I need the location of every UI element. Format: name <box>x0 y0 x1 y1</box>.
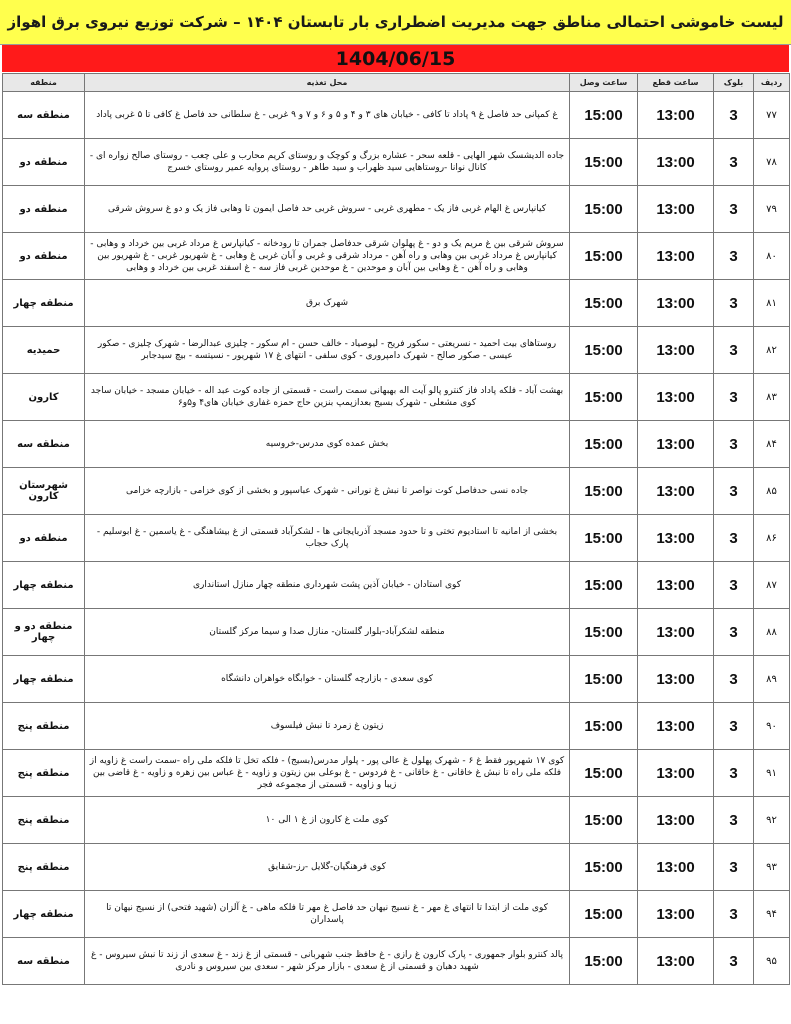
row-region: منطقه سه <box>3 938 85 985</box>
row-block: 3 <box>714 515 754 562</box>
row-index: ۸۴ <box>754 421 790 468</box>
row-region: حمیدیه <box>3 327 85 374</box>
row-block: 3 <box>714 844 754 891</box>
row-connect-time: 15:00 <box>570 562 638 609</box>
row-region: منطقه پنج <box>3 750 85 797</box>
row-connect-time: 15:00 <box>570 233 638 280</box>
row-region: منطقه پنج <box>3 703 85 750</box>
table-row <box>3 609 790 656</box>
row-region: کارون <box>3 374 85 421</box>
row-area: کوی سعدی - بازارچه گلستان - خوابگاه خواهران دانشگاه <box>85 656 570 703</box>
row-block: 3 <box>714 92 754 139</box>
row-cut-time: 13:00 <box>638 844 714 891</box>
row-connect-time: 15:00 <box>570 421 638 468</box>
table-header-row <box>3 74 790 92</box>
row-region: منطقه پنج <box>3 844 85 891</box>
row-block: 3 <box>714 797 754 844</box>
row-connect-time: 15:00 <box>570 797 638 844</box>
row-index: ۸۷ <box>754 562 790 609</box>
row-area: کوی ملت از ابتدا تا انتهای غ مهر - غ نسیج نیهان حد فاصل غ مهر تا فلکه ماهی - غ آلزان (شهید فتحی) از نسیج نیهان تا پاسداران <box>85 891 570 938</box>
table-row <box>3 468 790 515</box>
row-cut-time: 13:00 <box>638 233 714 280</box>
outage-table <box>2 73 790 985</box>
row-index: ۷۷ <box>754 92 790 139</box>
table-row <box>3 750 790 797</box>
row-index: ۸۲ <box>754 327 790 374</box>
table-row <box>3 280 790 327</box>
table-row <box>3 421 790 468</box>
row-area: کیانپارس غ الهام غربی فاز یک - مطهری غربی - سروش غربی حد فاصل ایمون تا وهابی فاز یک و دو غ سروش شرقی <box>85 186 570 233</box>
row-cut-time: 13:00 <box>638 750 714 797</box>
row-area: کوی فرهنگیان-گلایل -رز-شقایق <box>85 844 570 891</box>
row-region: منطقه چهار <box>3 280 85 327</box>
row-region: منطقه دو <box>3 139 85 186</box>
row-index: ۸۰ <box>754 233 790 280</box>
row-region: شهرستان کارون <box>3 468 85 515</box>
row-cut-time: 13:00 <box>638 280 714 327</box>
row-area: روستاهای بیت احمید - نسریعتی - سکور فریح - لیوصیاد - خالف حسن - ام سکور - چلیزی عبدالرضا - شهرک چلیزی - صکور عیسی - صکور صالح - شهرک دامپروری - کوی سلفی - انتهای غ ۱۷ شهریور - نسیتسه - بیچ سیدجابر <box>85 327 570 374</box>
row-region: منطقه چهار <box>3 891 85 938</box>
row-connect-time: 15:00 <box>570 139 638 186</box>
row-area: شهرک برق <box>85 280 570 327</box>
row-area: جاده نسی حدفاصل کوت نواصر تا نبش غ نورانی - شهرک عباسپور و بخشی از کوی خزامی - بازارچه خزامی <box>85 468 570 515</box>
row-area: منطقه لشکرآباد-بلوار گلستان- منازل صدا و سیما مرکز گلستان <box>85 609 570 656</box>
row-region: منطقه دو <box>3 186 85 233</box>
row-block: 3 <box>714 421 754 468</box>
table-row <box>3 327 790 374</box>
table-row <box>3 844 790 891</box>
row-region: منطقه چهار <box>3 562 85 609</box>
table-row <box>3 92 790 139</box>
row-connect-time: 15:00 <box>570 186 638 233</box>
row-block: 3 <box>714 327 754 374</box>
header-region: منطقه <box>3 74 85 92</box>
row-block: 3 <box>714 609 754 656</box>
row-cut-time: 13:00 <box>638 139 714 186</box>
row-region: منطقه دو <box>3 515 85 562</box>
table-row <box>3 938 790 985</box>
row-connect-time: 15:00 <box>570 656 638 703</box>
row-index: ۹۵ <box>754 938 790 985</box>
row-connect-time: 15:00 <box>570 515 638 562</box>
row-cut-time: 13:00 <box>638 327 714 374</box>
row-cut-time: 13:00 <box>638 515 714 562</box>
header-index: ردیف <box>754 74 790 92</box>
table-row <box>3 515 790 562</box>
row-block: 3 <box>714 703 754 750</box>
row-area: بخشی از امانیه تا استادیوم تختی و تا حدود مسجد آذربایجانی ها - لشکرآباد قسمتی از غ بیشاهنگی - غ یاسمین - غ ابوسلیم - پارک حجاب <box>85 515 570 562</box>
table-row <box>3 139 790 186</box>
row-block: 3 <box>714 562 754 609</box>
row-index: ۸۹ <box>754 656 790 703</box>
row-index: ۸۸ <box>754 609 790 656</box>
page-title: لیست خاموشی احتمالی مناطق جهت مدیریت اضطراری بار تابستان ۱۴۰۴ – شرکت توزیع نیروی برق اهواز <box>0 0 791 45</box>
row-area: غ کمپانی حد فاصل غ ۹ پاداد تا کافی - خیابان های ۳ و ۴ و ۵ و ۶ و ۷ و ۹ غربی - غ سلطانی حد فاصل غ کافی تا ۵ غربی پاداد <box>85 92 570 139</box>
row-index: ۹۳ <box>754 844 790 891</box>
row-index: ۸۵ <box>754 468 790 515</box>
row-region: منطقه دو و چهار <box>3 609 85 656</box>
row-cut-time: 13:00 <box>638 891 714 938</box>
row-region: منطقه چهار <box>3 656 85 703</box>
table-row <box>3 374 790 421</box>
row-area: پالد کنترو بلوار جمهوری - پارک کارون غ رازی - غ حافظ جنب شهربانی - قسمتی از غ زند - غ سعدی از زند تا نبش سیروس - غ شهید دهبان و قسمتی از غ سعدی - بازار مرکز شهر - سعدی بین سیروس و نادری <box>85 938 570 985</box>
table-row <box>3 186 790 233</box>
row-cut-time: 13:00 <box>638 562 714 609</box>
row-cut-time: 13:00 <box>638 938 714 985</box>
header-connect-time: ساعت وصل <box>570 74 638 92</box>
row-region: منطقه پنج <box>3 797 85 844</box>
row-connect-time: 15:00 <box>570 750 638 797</box>
header-area: محل تغذیه <box>85 74 570 92</box>
row-connect-time: 15:00 <box>570 327 638 374</box>
row-index: ۷۸ <box>754 139 790 186</box>
header-block: بلوک <box>714 74 754 92</box>
row-area: زیتون غ زمرد تا نبش فیلسوف <box>85 703 570 750</box>
row-area: بهشت آباد - فلکه پاداد فاز کنترو پالو آیت اله بهبهانی سمت راست - قسمتی از جاده کوت عبد اله - خیابان مسجد - خیابان ساجد کوی مشعلی - شهرک بسیج بعدازپمپ بنزین حاج حمزه غفاری خیابان های۴ و۵و۶ <box>85 374 570 421</box>
row-cut-time: 13:00 <box>638 186 714 233</box>
row-area: جاده الدیشسک شهر الهایی - قلعه سحر - عشاره بزرگ و کوچک و روستای کریم محارب و علی چعب - روستای صالح زواره ای - کانال نوانا -روستاهایی سید ظهراب و سید طاهر - روستای پروایه عمیر روستای خسرج <box>85 139 570 186</box>
row-block: 3 <box>714 374 754 421</box>
row-block: 3 <box>714 468 754 515</box>
table-row <box>3 797 790 844</box>
row-block: 3 <box>714 938 754 985</box>
row-region: منطقه سه <box>3 421 85 468</box>
row-index: ۹۰ <box>754 703 790 750</box>
row-connect-time: 15:00 <box>570 468 638 515</box>
row-region: منطقه سه <box>3 92 85 139</box>
table-row <box>3 656 790 703</box>
row-cut-time: 13:00 <box>638 797 714 844</box>
row-index: ۹۴ <box>754 891 790 938</box>
row-connect-time: 15:00 <box>570 844 638 891</box>
row-block: 3 <box>714 280 754 327</box>
row-block: 3 <box>714 891 754 938</box>
row-block: 3 <box>714 186 754 233</box>
date-banner: 1404/06/15 <box>2 45 789 72</box>
row-block: 3 <box>714 656 754 703</box>
row-connect-time: 15:00 <box>570 92 638 139</box>
table-body <box>3 92 790 985</box>
row-connect-time: 15:00 <box>570 280 638 327</box>
row-cut-time: 13:00 <box>638 92 714 139</box>
row-cut-time: 13:00 <box>638 656 714 703</box>
table-row <box>3 233 790 280</box>
row-area: سروش شرقی بین غ مریم یک و دو - غ پهلوان شرقی حدفاصل جمران تا رودخانه - کیانپارس غ مرداد غربی بین خرداد و وهابی - کیانپارس غ مرداد غربی بین وهابی و راه آهن - مرداد شرقی و غربی و آبان غربی غ وهابی - غ شهریور غربی - غ شهریور بین وهابی و راه آهن - غ وهابی بین آبان و موحدین - غ موحدین غربی فاز سه - غ اسفند غربی بین خرداد و وهابی <box>85 233 570 280</box>
row-region: منطقه دو <box>3 233 85 280</box>
row-block: 3 <box>714 139 754 186</box>
row-connect-time: 15:00 <box>570 609 638 656</box>
row-cut-time: 13:00 <box>638 421 714 468</box>
row-connect-time: 15:00 <box>570 703 638 750</box>
row-connect-time: 15:00 <box>570 891 638 938</box>
row-index: ۸۳ <box>754 374 790 421</box>
row-cut-time: 13:00 <box>638 374 714 421</box>
table-row <box>3 703 790 750</box>
row-block: 3 <box>714 233 754 280</box>
table-row <box>3 562 790 609</box>
table-row <box>3 891 790 938</box>
row-area: بخش عمده کوی مدرس-خروسیه <box>85 421 570 468</box>
row-area: کوی ۱۷ شهریور فقط غ ۶ - شهرک پهلول غ عالی پور - پلوار مدرس(بسیج) - فلکه تخل تا فلکه ملی راه -سمت راست غ زاویه از فلکه ملی راه تا نبش غ خاقانی - غ خاقانی - غ فردوس - غ بوعلی بین زیتون و زاویه - غ عباس بین زهره و زاویه - غ قاضی بین زیبا و زاویه - قسمتی از مجموعه فجر <box>85 750 570 797</box>
row-index: ۸۶ <box>754 515 790 562</box>
row-area: کوی استادان - خیابان آذین پشت شهرداری منطقه چهار منازل استانداری <box>85 562 570 609</box>
row-area: کوی ملت غ کارون از غ ۱ الی ۱۰ <box>85 797 570 844</box>
row-index: ۹۲ <box>754 797 790 844</box>
row-cut-time: 13:00 <box>638 468 714 515</box>
row-cut-time: 13:00 <box>638 703 714 750</box>
row-connect-time: 15:00 <box>570 374 638 421</box>
row-block: 3 <box>714 750 754 797</box>
row-index: ۸۱ <box>754 280 790 327</box>
row-cut-time: 13:00 <box>638 609 714 656</box>
row-index: ۷۹ <box>754 186 790 233</box>
header-cut-time: ساعت قطع <box>638 74 714 92</box>
row-index: ۹۱ <box>754 750 790 797</box>
row-connect-time: 15:00 <box>570 938 638 985</box>
